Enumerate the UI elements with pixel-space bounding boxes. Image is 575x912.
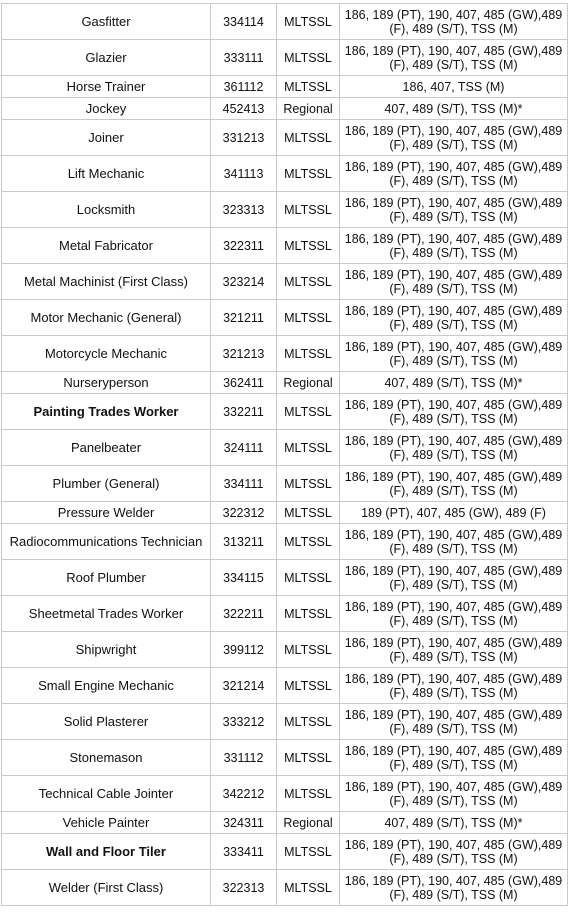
occupation-cell: Pressure Welder bbox=[2, 502, 211, 524]
visa-options-cell: 186, 189 (PT), 190, 407, 485 (GW),489 (F), 489 (S/T), TSS (M) bbox=[340, 300, 568, 336]
anzsco-code-cell: 399112 bbox=[211, 632, 277, 668]
occupation-table bbox=[1, 3, 568, 906]
anzsco-code-cell: 332211 bbox=[211, 394, 277, 430]
skill-list-cell: MLTSSL bbox=[277, 466, 340, 502]
table-row bbox=[2, 120, 568, 156]
skill-list-cell: MLTSSL bbox=[277, 776, 340, 812]
table-row bbox=[2, 834, 568, 870]
visa-options-cell: 186, 189 (PT), 190, 407, 485 (GW),489 (F), 489 (S/T), TSS (M) bbox=[340, 632, 568, 668]
occupation-cell: Roof Plumber bbox=[2, 560, 211, 596]
occupation-cell: Vehicle Painter bbox=[2, 812, 211, 834]
skill-list-cell: MLTSSL bbox=[277, 740, 340, 776]
skill-list-cell: MLTSSL bbox=[277, 668, 340, 704]
visa-options-cell: 186, 189 (PT), 190, 407, 485 (GW),489 (F), 489 (S/T), TSS (M) bbox=[340, 596, 568, 632]
anzsco-code-cell: 321213 bbox=[211, 336, 277, 372]
skill-list-cell: Regional bbox=[277, 812, 340, 834]
occupation-cell: Locksmith bbox=[2, 192, 211, 228]
visa-options-cell: 407, 489 (S/T), TSS (M)* bbox=[340, 372, 568, 394]
table-row bbox=[2, 632, 568, 668]
visa-options-cell: 186, 189 (PT), 190, 407, 485 (GW),489 (F), 489 (S/T), TSS (M) bbox=[340, 668, 568, 704]
skill-list-cell: MLTSSL bbox=[277, 704, 340, 740]
table-row bbox=[2, 776, 568, 812]
skill-list-cell: Regional bbox=[277, 372, 340, 394]
table-row bbox=[2, 98, 568, 120]
skill-list-cell: MLTSSL bbox=[277, 870, 340, 906]
occupation-cell: Joiner bbox=[2, 120, 211, 156]
skill-list-cell: MLTSSL bbox=[277, 264, 340, 300]
occupation-cell: Technical Cable Jointer bbox=[2, 776, 211, 812]
anzsco-code-cell: 334114 bbox=[211, 4, 277, 40]
occupation-cell: Jockey bbox=[2, 98, 211, 120]
table-row bbox=[2, 336, 568, 372]
visa-options-cell: 407, 489 (S/T), TSS (M)* bbox=[340, 812, 568, 834]
occupation-cell: Painting Trades Worker bbox=[2, 394, 211, 430]
anzsco-code-cell: 324311 bbox=[211, 812, 277, 834]
anzsco-code-cell: 331213 bbox=[211, 120, 277, 156]
table-row bbox=[2, 524, 568, 560]
occupation-cell: Lift Mechanic bbox=[2, 156, 211, 192]
occupation-cell: Stonemason bbox=[2, 740, 211, 776]
anzsco-code-cell: 313211 bbox=[211, 524, 277, 560]
visa-options-cell: 186, 189 (PT), 190, 407, 485 (GW),489 (F), 489 (S/T), TSS (M) bbox=[340, 336, 568, 372]
table-row bbox=[2, 740, 568, 776]
table-row bbox=[2, 430, 568, 466]
table-row bbox=[2, 300, 568, 336]
table-row bbox=[2, 394, 568, 430]
visa-options-cell: 407, 489 (S/T), TSS (M)* bbox=[340, 98, 568, 120]
anzsco-code-cell: 334115 bbox=[211, 560, 277, 596]
table-row bbox=[2, 668, 568, 704]
occupation-cell: Small Engine Mechanic bbox=[2, 668, 211, 704]
anzsco-code-cell: 323313 bbox=[211, 192, 277, 228]
visa-options-cell: 186, 189 (PT), 190, 407, 485 (GW),489 (F), 489 (S/T), TSS (M) bbox=[340, 264, 568, 300]
anzsco-code-cell: 362411 bbox=[211, 372, 277, 394]
anzsco-code-cell: 452413 bbox=[211, 98, 277, 120]
anzsco-code-cell: 333411 bbox=[211, 834, 277, 870]
anzsco-code-cell: 331112 bbox=[211, 740, 277, 776]
visa-options-cell: 186, 189 (PT), 190, 407, 485 (GW),489 (F), 489 (S/T), TSS (M) bbox=[340, 40, 568, 76]
table-row bbox=[2, 192, 568, 228]
visa-options-cell: 186, 189 (PT), 190, 407, 485 (GW),489 (F), 489 (S/T), TSS (M) bbox=[340, 394, 568, 430]
anzsco-code-cell: 341113 bbox=[211, 156, 277, 192]
table-row bbox=[2, 466, 568, 502]
skill-list-cell: MLTSSL bbox=[277, 40, 340, 76]
visa-options-cell: 186, 189 (PT), 190, 407, 485 (GW),489 (F), 489 (S/T), TSS (M) bbox=[340, 466, 568, 502]
anzsco-code-cell: 322311 bbox=[211, 228, 277, 264]
anzsco-code-cell: 321214 bbox=[211, 668, 277, 704]
occupation-cell: Metal Machinist (First Class) bbox=[2, 264, 211, 300]
skill-list-cell: MLTSSL bbox=[277, 120, 340, 156]
skill-list-cell: MLTSSL bbox=[277, 300, 340, 336]
visa-options-cell: 186, 189 (PT), 190, 407, 485 (GW),489 (F), 489 (S/T), TSS (M) bbox=[340, 740, 568, 776]
table-row bbox=[2, 704, 568, 740]
skill-list-cell: MLTSSL bbox=[277, 336, 340, 372]
anzsco-code-cell: 334111 bbox=[211, 466, 277, 502]
occupation-cell: Panelbeater bbox=[2, 430, 211, 466]
table-row bbox=[2, 870, 568, 906]
anzsco-code-cell: 342212 bbox=[211, 776, 277, 812]
occupation-cell: Metal Fabricator bbox=[2, 228, 211, 264]
skill-list-cell: MLTSSL bbox=[277, 228, 340, 264]
visa-options-cell: 186, 407, TSS (M) bbox=[340, 76, 568, 98]
skill-list-cell: MLTSSL bbox=[277, 76, 340, 98]
anzsco-code-cell: 324111 bbox=[211, 430, 277, 466]
visa-options-cell: 186, 189 (PT), 190, 407, 485 (GW),489 (F), 489 (S/T), TSS (M) bbox=[340, 120, 568, 156]
occupation-cell: Horse Trainer bbox=[2, 76, 211, 98]
skill-list-cell: Regional bbox=[277, 98, 340, 120]
visa-options-cell: 186, 189 (PT), 190, 407, 485 (GW),489 (F), 489 (S/T), TSS (M) bbox=[340, 704, 568, 740]
skill-list-cell: MLTSSL bbox=[277, 524, 340, 560]
table-row bbox=[2, 76, 568, 98]
skill-list-cell: MLTSSL bbox=[277, 502, 340, 524]
table-row bbox=[2, 596, 568, 632]
anzsco-code-cell: 322313 bbox=[211, 870, 277, 906]
visa-options-cell: 186, 189 (PT), 190, 407, 485 (GW),489 (F), 489 (S/T), TSS (M) bbox=[340, 776, 568, 812]
anzsco-code-cell: 333212 bbox=[211, 704, 277, 740]
skill-list-cell: MLTSSL bbox=[277, 4, 340, 40]
table-row bbox=[2, 156, 568, 192]
visa-options-cell: 186, 189 (PT), 190, 407, 485 (GW),489 (F), 489 (S/T), TSS (M) bbox=[340, 228, 568, 264]
skill-list-cell: MLTSSL bbox=[277, 394, 340, 430]
table-row bbox=[2, 228, 568, 264]
occupation-cell: Shipwright bbox=[2, 632, 211, 668]
table-row bbox=[2, 502, 568, 524]
skill-list-cell: MLTSSL bbox=[277, 560, 340, 596]
visa-options-cell: 186, 189 (PT), 190, 407, 485 (GW),489 (F), 489 (S/T), TSS (M) bbox=[340, 4, 568, 40]
anzsco-code-cell: 333111 bbox=[211, 40, 277, 76]
table-row bbox=[2, 812, 568, 834]
occupation-cell: Wall and Floor Tiler bbox=[2, 834, 211, 870]
skill-list-cell: MLTSSL bbox=[277, 834, 340, 870]
visa-options-cell: 186, 189 (PT), 190, 407, 485 (GW),489 (F), 489 (S/T), TSS (M) bbox=[340, 524, 568, 560]
table-row bbox=[2, 560, 568, 596]
table-row bbox=[2, 4, 568, 40]
visa-options-cell: 186, 189 (PT), 190, 407, 485 (GW),489 (F), 489 (S/T), TSS (M) bbox=[340, 156, 568, 192]
table-row bbox=[2, 372, 568, 394]
table-row bbox=[2, 264, 568, 300]
visa-options-cell: 186, 189 (PT), 190, 407, 485 (GW),489 (F), 489 (S/T), TSS (M) bbox=[340, 834, 568, 870]
occupation-cell: Radiocommunications Technician bbox=[2, 524, 211, 560]
anzsco-code-cell: 361112 bbox=[211, 76, 277, 98]
visa-options-cell: 186, 189 (PT), 190, 407, 485 (GW),489 (F), 489 (S/T), TSS (M) bbox=[340, 430, 568, 466]
table-row bbox=[2, 40, 568, 76]
skill-list-cell: MLTSSL bbox=[277, 632, 340, 668]
visa-options-cell: 186, 189 (PT), 190, 407, 485 (GW),489 (F), 489 (S/T), TSS (M) bbox=[340, 870, 568, 906]
occupation-cell: Welder (First Class) bbox=[2, 870, 211, 906]
occupation-cell: Solid Plasterer bbox=[2, 704, 211, 740]
visa-options-cell: 186, 189 (PT), 190, 407, 485 (GW),489 (F), 489 (S/T), TSS (M) bbox=[340, 192, 568, 228]
occupation-cell: Motor Mechanic (General) bbox=[2, 300, 211, 336]
skill-list-cell: MLTSSL bbox=[277, 192, 340, 228]
anzsco-code-cell: 321211 bbox=[211, 300, 277, 336]
visa-options-cell: 189 (PT), 407, 485 (GW), 489 (F) bbox=[340, 502, 568, 524]
occupation-cell: Nurseryperson bbox=[2, 372, 211, 394]
occupation-table-body bbox=[2, 4, 568, 906]
occupation-cell: Gasfitter bbox=[2, 4, 211, 40]
visa-options-cell: 186, 189 (PT), 190, 407, 485 (GW),489 (F), 489 (S/T), TSS (M) bbox=[340, 560, 568, 596]
occupation-cell: Sheetmetal Trades Worker bbox=[2, 596, 211, 632]
anzsco-code-cell: 322211 bbox=[211, 596, 277, 632]
anzsco-code-cell: 323214 bbox=[211, 264, 277, 300]
occupation-cell: Glazier bbox=[2, 40, 211, 76]
skill-list-cell: MLTSSL bbox=[277, 596, 340, 632]
anzsco-code-cell: 322312 bbox=[211, 502, 277, 524]
occupation-cell: Plumber (General) bbox=[2, 466, 211, 502]
skill-list-cell: MLTSSL bbox=[277, 430, 340, 466]
occupation-cell: Motorcycle Mechanic bbox=[2, 336, 211, 372]
skill-list-cell: MLTSSL bbox=[277, 156, 340, 192]
